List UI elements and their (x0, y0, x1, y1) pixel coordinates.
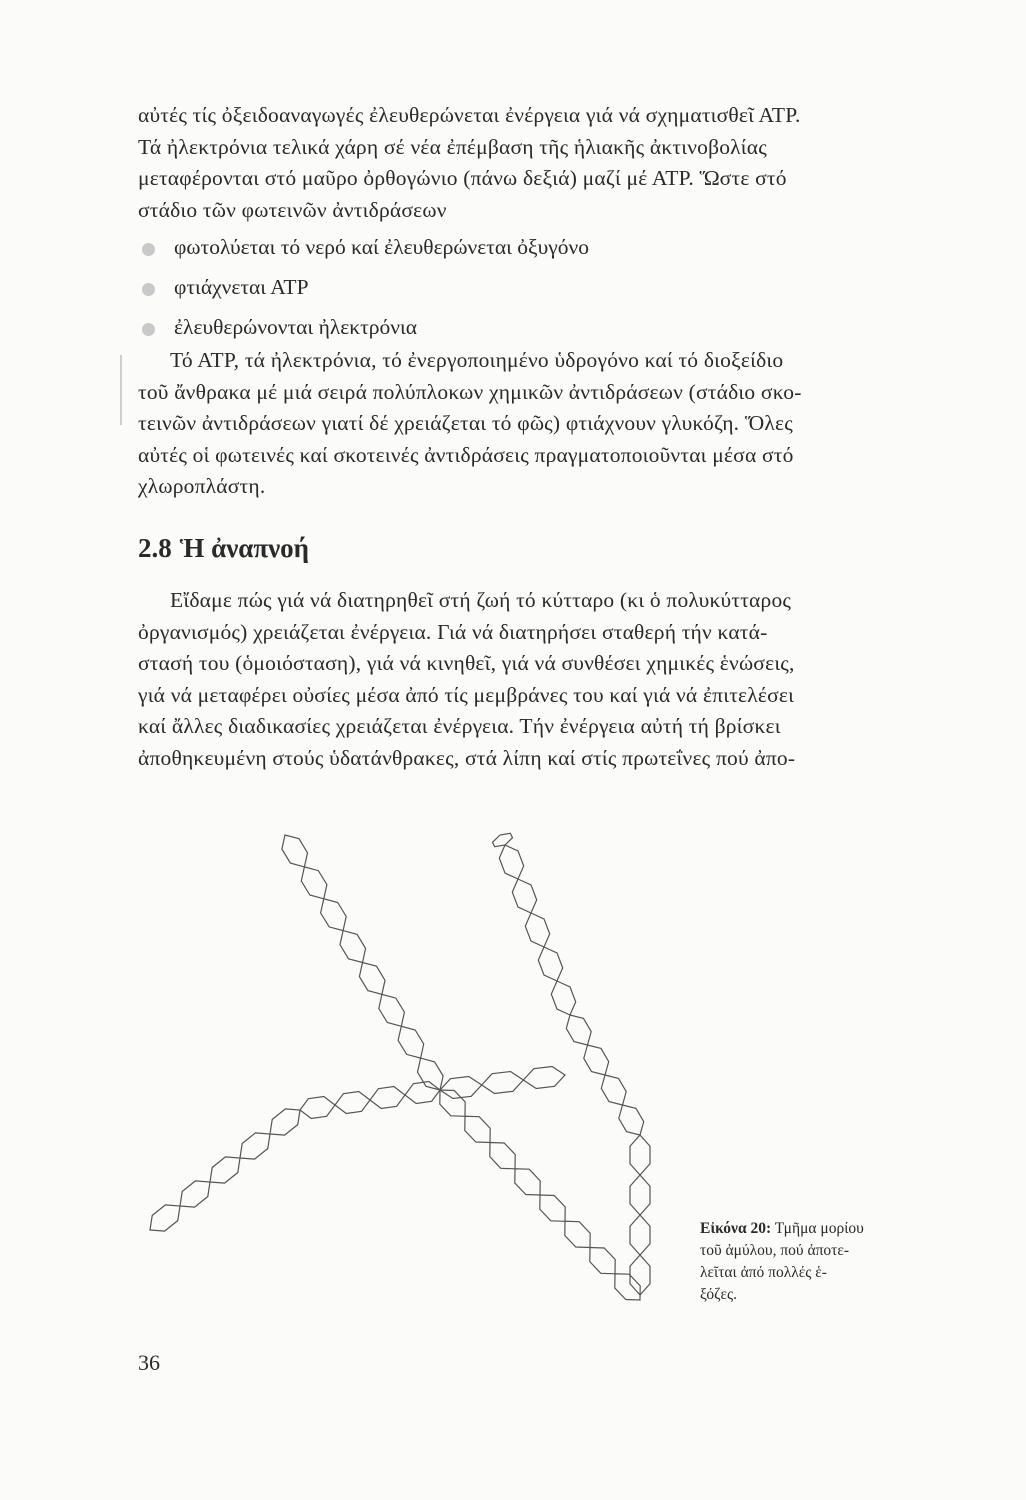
hexose-ring (523, 1067, 565, 1089)
paragraph-1 (138, 100, 928, 226)
hexose-ring (515, 1169, 540, 1195)
text-line: Εἴδαμε πώς γιά νά διατηρηθεῖ στή ζωή τό κύτταρο (κι ὁ πολυκύτταρος (170, 588, 792, 612)
hexose-ring (615, 1274, 640, 1300)
text-line: χλωροπλάστη. (138, 474, 266, 498)
bullet-dot-icon (142, 323, 155, 336)
hexose-ring (370, 1087, 405, 1109)
hexose-ring (301, 867, 327, 899)
text-line: αὐτές τίς ὀξειδοαναγωγές ἐλευθερώνεται ἐνέργεια γιά νά σχηματισθεῖ ΑΤΡ. (138, 103, 801, 127)
bullet-item (138, 310, 589, 350)
caption-line: τοῦ ἀμύλου, πού ἀποτε- (700, 1242, 850, 1259)
section-number: 2.8 (138, 533, 172, 563)
bullet-item (138, 230, 589, 270)
margin-mark (120, 355, 122, 425)
hexose-ring (270, 1109, 300, 1135)
text-line: στασή του (ὁμοιόσταση), γιά νά κινηθεῖ, γιά νά συνθέσει χημικές ἑνώσεις, (138, 651, 795, 675)
hexose-ring (282, 835, 308, 867)
hexose-ring (490, 1143, 515, 1169)
hexose-ring (321, 899, 347, 931)
text-line: αὐτές οἱ φωτεινές καί σκοτεινές ἀντιδράσεις πραγματοποιοῦνται μέσα στό (138, 442, 794, 467)
hexose-ring (512, 879, 536, 913)
paragraph-3 (138, 585, 928, 774)
hexose-ring (340, 931, 366, 963)
amylose-molecule-diagram (140, 825, 700, 1315)
text-line: στάδιο τῶν φωτεινῶν ἀντιδράσεων (138, 197, 447, 222)
hexose-ring (180, 1181, 210, 1207)
text-line: τοῦ ἄνθρακα μέ μιά σειρά πολύπλοκων χημικῶν ἀντιδράσεων (στάδιο σκο- (138, 379, 802, 404)
text-line: Τό ΑΤΡ, τά ἠλεκτρόνια, τό ἐνεργοποιημένο ὑδρογόνο καί τό διοξείδιο (170, 348, 784, 372)
hexose-ring (465, 1116, 490, 1142)
hexose-ring (440, 1090, 465, 1116)
hexose-ring (482, 1072, 524, 1094)
hexose-ring (551, 981, 575, 1015)
caption-line: ξόζες. (700, 1286, 738, 1303)
hexose-ring (565, 1221, 590, 1247)
text-line: καί ἄλλες διαδικασίες χρειάζεται ἐνέργεια. Τήν ἐνέργεια αὐτή τή βρίσκει (138, 714, 781, 738)
hexose-ring (590, 1248, 615, 1274)
caption-line: Τμῆμα μορίου (774, 1220, 864, 1237)
hexose-ring (619, 1105, 644, 1135)
bullet-text: ἐλευθερώνονται ἠλεκτρόνια (174, 315, 418, 339)
paragraph-2 (138, 345, 928, 503)
hexose-ring (335, 1092, 370, 1114)
hexose-ring (525, 913, 549, 947)
section-title: Ἡ ἀναπνοή (179, 533, 310, 563)
bullet-item (138, 270, 589, 310)
hexose-ring (493, 833, 513, 846)
hexose-ring (210, 1157, 240, 1183)
page-number: 36 (138, 1350, 160, 1375)
bullet-text: φωτολύεται τό νερό καί ἐλευθερώνεται ὀξυγόνο (174, 235, 590, 259)
text-line: ἀποθηκευμένη στούς ὑδατάνθρακες, στά λίπη καί στίς πρωτεΐνες πού ἀπο- (138, 745, 796, 770)
hexose-ring (418, 1058, 444, 1090)
text-line: τεινῶν ἀντιδράσεων γιατί δέ χρειάζεται τό φῶς) φτιάχνουν γλυκόζη. Ὅλες (138, 411, 793, 435)
hexose-ring (359, 963, 385, 995)
hexose-ring (300, 1097, 335, 1119)
hexose-ring (240, 1133, 270, 1159)
text-line: γιά νά μεταφέρει οὐσίες μέσα ἀπό τίς μεμβράνες του καί γιά νά ἐπιτελέσει (138, 682, 795, 707)
hexose-ring (601, 1075, 626, 1105)
hexose-ring (405, 1082, 440, 1104)
bullet-list (138, 230, 589, 350)
figure-label: Εἰκόνα 20: (700, 1220, 772, 1237)
text-line: Τά ἠλεκτρόνια τελικά χάρη σέ νέα ἐπέμβαση τῆς ἡλιακῆς ἀκτινοβολίας (138, 134, 767, 159)
hexose-ring (398, 1026, 424, 1058)
hexose-ring (379, 994, 405, 1026)
hexose-ring (584, 1045, 609, 1075)
figure-caption (700, 1218, 930, 1306)
bullet-dot-icon (142, 243, 155, 256)
hexose-ring (499, 845, 523, 879)
hexose-ring (630, 1215, 650, 1255)
hexose-ring (630, 1175, 650, 1215)
caption-line: λεῖται ἀπό πολλές ἑ- (700, 1264, 827, 1281)
hexose-ring (630, 1135, 650, 1175)
hexose-ring (440, 1077, 482, 1099)
text-line: ὀργανισμός) χρειάζεται ἐνέργεια. Γιά νά διατηρήσει σταθερή τήν κατά- (138, 619, 768, 644)
hexose-ring (150, 1205, 180, 1231)
bullet-text: φτιάχνεται ΑΤΡ (174, 275, 309, 299)
text-line: μεταφέρονται στό μαῦρο ὀρθογώνιο (πάνω δεξιά) μαζί μέ ΑΤΡ. Ὥστε στό (138, 166, 787, 190)
hexose-ring (566, 1015, 591, 1045)
bullet-dot-icon (142, 283, 155, 296)
section-heading (138, 533, 309, 564)
hexose-ring (540, 1195, 565, 1221)
hexose-ring (538, 947, 562, 981)
